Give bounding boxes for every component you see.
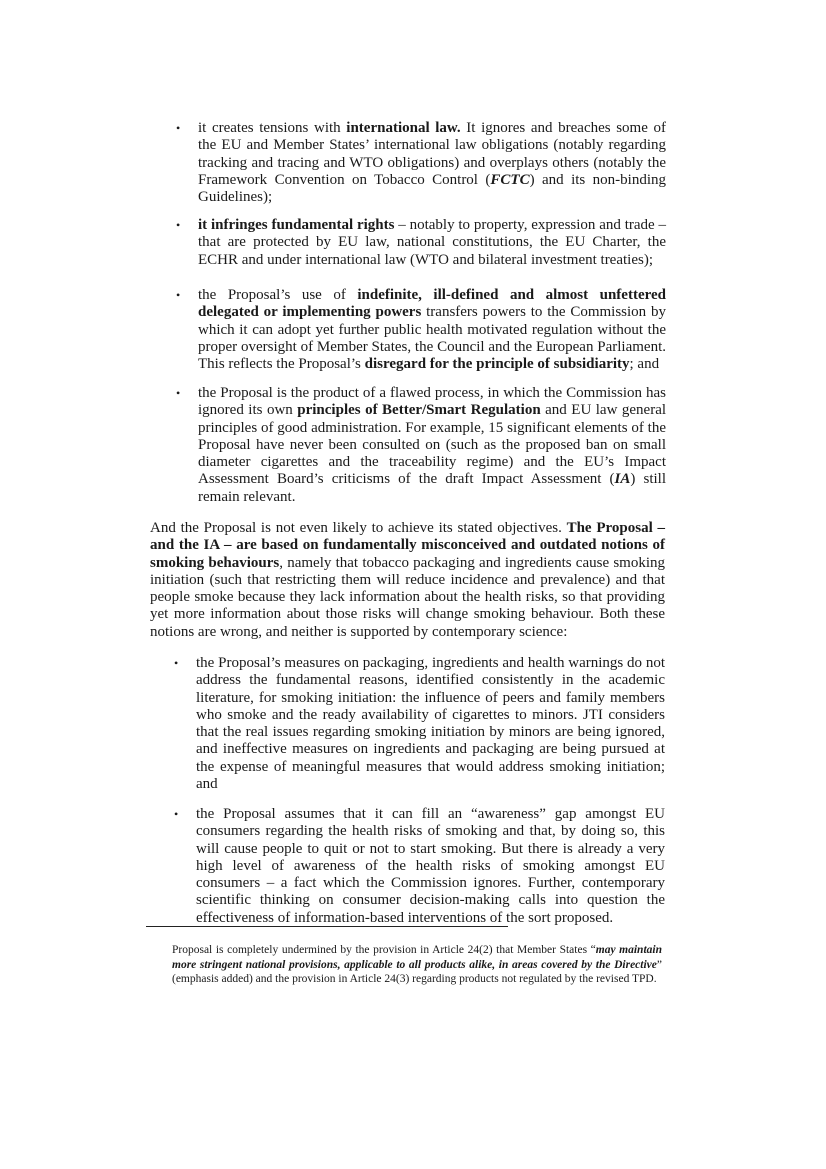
text-run: the Proposal’s measures on packaging, ingredients and health warnings do not address the fundamental reasons, identified consistently in the academic literature, for smoking initiation: the influence of peers and family members who smoke and the ready availability of cigarettes to minors. JTI considers that the real issues regarding smoking initiation by minors are being ignored, and ineffective measures on ingredients and packaging are being pursued at the expense of meaningful measures that would address smoking initiation; and <box>196 655 665 793</box>
text-run: ) still remain relevant. <box>198 471 666 505</box>
text-run: it infringes fundamental rights <box>198 217 395 233</box>
text-run: it creates tensions with <box>198 120 347 136</box>
text-run: The Proposal – and the IA – are based on fundamentally misconceived and outdated notions of smoking behaviours <box>150 520 665 571</box>
text-run: FCTC <box>490 171 530 188</box>
bullet-marker: • <box>176 121 181 135</box>
text-run: ” (emphasis added) and the provision in Article 24(3) regarding products not regulated by the revised TPD. <box>172 958 662 986</box>
text-run: the Proposal assumes that it can fill an “awareness” gap amongst EU consumers regarding the health risks of smoking and that, by doing so, this will cause people to quit or not to start smoking. But there is already a very high level of awareness of the health risks of smoking amongst EU consumers – a fact which the Commission ignores. Further, contemporary scientific thinking on consumer decision-making calls into question the effectiveness of information-based interventions of the sort proposed. <box>196 806 665 926</box>
text-run: And the Proposal is not even likely to achieve its stated objectives. <box>150 520 567 536</box>
text-run: international law. <box>346 120 461 136</box>
bullet-marker: • <box>176 386 181 400</box>
bullet-flawed-process <box>198 385 666 506</box>
text-run: It ignores and breaches some of the EU and Member States’ international law obligations (notably regarding tracking and tracing and WTO obligations) and overplays others (notably the Framework Convention on Tobacco Control ( <box>198 120 666 188</box>
footnote <box>172 943 662 987</box>
bullet-delegated-powers <box>198 287 666 373</box>
text-run: the Proposal is the product of a flawed process, in which the Commission has ignored its own <box>198 385 666 419</box>
text-run: ) and its non-binding Guidelines); <box>198 171 667 206</box>
text-run: IA <box>614 471 631 488</box>
bullet-marker: • <box>174 807 179 821</box>
text-run: the Proposal’s use of <box>198 287 358 303</box>
text-run: principles of Better/Smart Regulation <box>297 402 541 419</box>
bullet-awareness-gap <box>196 806 665 927</box>
text-run: disregard for the principle of subsidiarity <box>364 356 630 373</box>
bullet-marker: • <box>176 288 181 302</box>
bullet-marker: • <box>174 656 179 670</box>
text-run: may maintain more stringent national provisions, applicable to all products alike, in areas covered by the Directive <box>172 944 662 971</box>
bullet-fundamental-rights <box>198 217 666 269</box>
text-run: indefinite, ill-defined and almost unfettered delegated or implementing powers <box>198 287 666 321</box>
bullet-marker: • <box>176 218 181 232</box>
text-run: ; and <box>629 356 660 373</box>
text-run: , namely that tobacco packaging and ingredients cause smoking initiation (such that restricting them will reduce incidence and prevalence) and that people smoke because they lack information about the health risks, so that providing yet more information about those risks will change smoking behaviour. Both these notions are wrong, and neither is supported by contemporary science: <box>150 554 665 640</box>
bullet-smoking-initiation <box>196 655 665 793</box>
body-paragraph <box>150 520 665 641</box>
bullet-international-law <box>198 120 666 206</box>
text-run: Proposal is completely undermined by the provision in Article 24(2) that Member States “ <box>172 944 596 956</box>
text-run: – notably to property, expression and trade – that are protected by EU law, national constitutions, the EU Charter, the ECHR and under international law (WTO and bilateral investment treaties); <box>198 217 666 268</box>
text-run: transfers powers to the Commission by which it can adopt yet further public health motivated regulation without the proper oversight of Member States, the Council and the European Parliament. This reflects the Proposal’s <box>198 304 666 373</box>
text-run: and EU law general principles of good administration. For example, 15 significant elements of the Proposal have never been consulted on (such as the proposed ban on small diameter cigarettes and the traceability regime) and the EU’s Impact Assessment Board’s criticisms of the draft Impact Assessment ( <box>198 402 667 488</box>
footnote-separator <box>146 926 508 927</box>
